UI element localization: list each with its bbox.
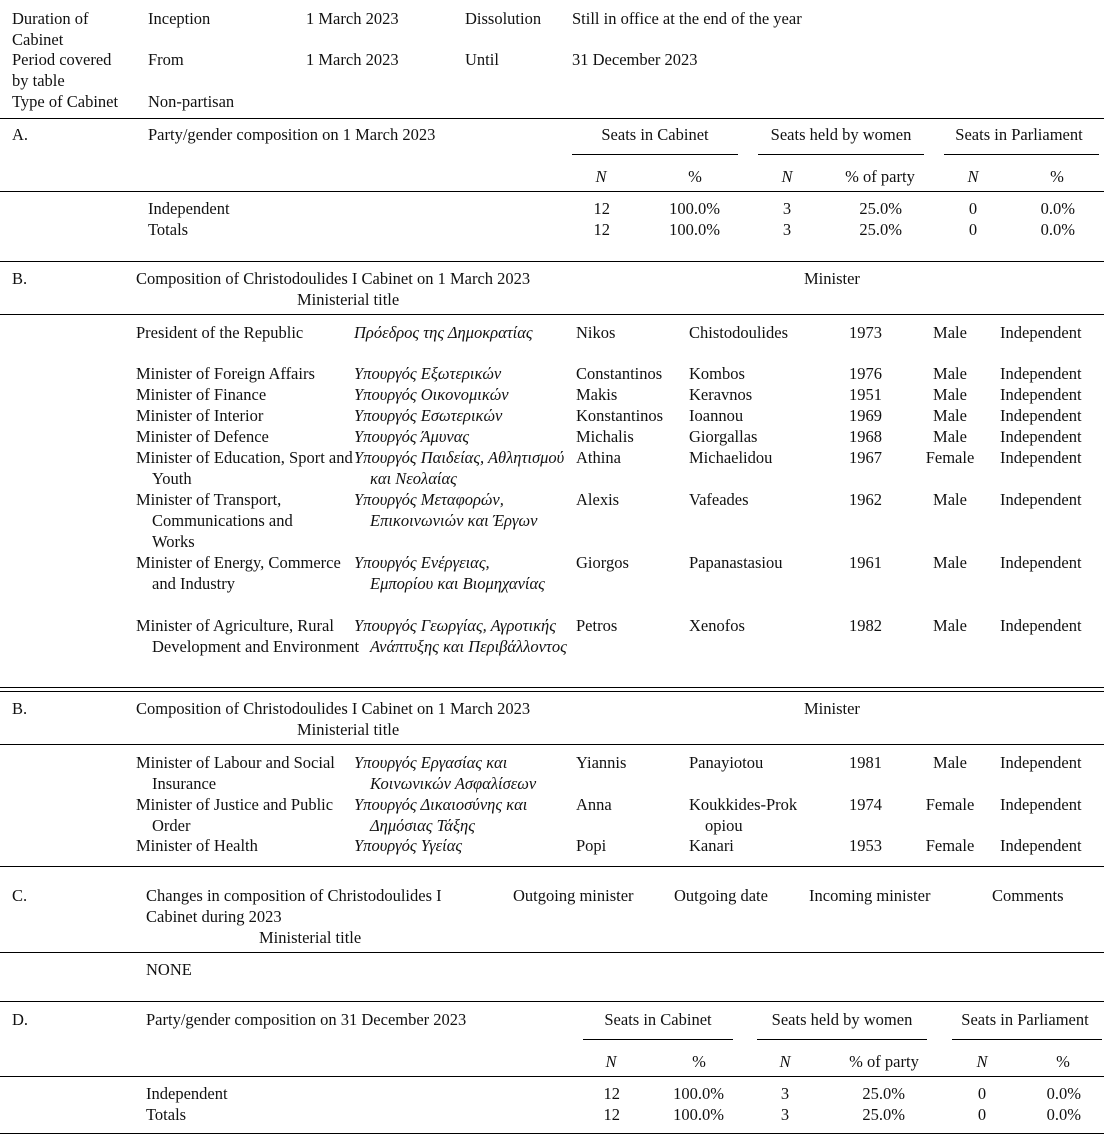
section-a-col-parl-n: N <box>967 167 979 186</box>
from-label: From <box>148 50 184 69</box>
duration-label: Duration of Cabinet <box>12 9 89 49</box>
minister-title: Minister of Interior <box>136 406 264 425</box>
rule-section-b-head <box>0 314 1104 315</box>
minister-first-name: Constantinos <box>576 364 663 383</box>
type-label: Type of Cabinet <box>12 92 119 111</box>
section-d-cabinet-underline <box>583 1039 733 1040</box>
minister-party: Independent <box>1000 795 1082 814</box>
section-d-totals-wom-n: 3 <box>780 1105 790 1124</box>
minister-first-name: Petros <box>576 616 618 635</box>
minister-birth-year: 1951 <box>849 385 882 404</box>
section-a-women-underline <box>758 154 924 155</box>
section-d-col-cab-n: N <box>605 1052 617 1071</box>
section-d-women-underline <box>757 1039 927 1040</box>
section-b-title: Composition of Christodoulides I Cabinet on 1 March 2023 <box>136 269 531 288</box>
section-d-parl-n: 0 <box>977 1084 987 1103</box>
section-a-parl-pct: 0.0% <box>1040 199 1075 218</box>
minister-title-greek: Υπουργός Οικονομικών <box>354 385 509 404</box>
minister-gender: Male <box>933 753 967 772</box>
section-d-col-wom-pct: % of party <box>849 1052 919 1071</box>
minister-last-name: Panayiotou <box>689 753 764 772</box>
minister-title: Minister of Labour and Social Insurance <box>136 753 335 793</box>
section-c-none: NONE <box>146 960 192 979</box>
minister-first-name: Konstantinos <box>576 406 664 425</box>
section-c-outgoing-minister: Outgoing minister <box>513 886 634 905</box>
minister-gender: Female <box>925 795 975 814</box>
minister-gender: Male <box>933 490 967 509</box>
minister-title-greek: Υπουργός Εσωτερικών <box>354 406 503 425</box>
minister-first-name: Athina <box>576 448 621 467</box>
minister-birth-year: 1967 <box>849 448 882 467</box>
minister-last-name: Keravnos <box>689 385 753 404</box>
minister-party: Independent <box>1000 427 1082 446</box>
section-c-title: Changes in composition of Christodoulides I Cabinet during 2023 <box>146 886 442 926</box>
minister-birth-year: 1968 <box>849 427 882 446</box>
minister-first-name: Anna <box>576 795 612 814</box>
minister-last-name: Papanastasiou <box>689 553 783 572</box>
section-d-col-cab-pct: % <box>692 1052 706 1071</box>
minister-title-greek: Υπουργός Γεωργίας, Αγροτικής Ανάπτυξης και Περιβάλλοντος <box>354 616 567 656</box>
minister-last-name: Vafeades <box>689 490 749 509</box>
section-a-col-cab-pct: % <box>688 167 702 186</box>
minister-title: Minister of Energy, Commerce and Industry <box>136 553 341 593</box>
minister-title: Minister of Foreign Affairs <box>136 364 315 383</box>
minister-party: Independent <box>1000 553 1082 572</box>
minister-last-name: Kanari <box>689 836 734 855</box>
period-label: Period covered by table <box>12 50 112 90</box>
from-value: 1 March 2023 <box>306 50 399 69</box>
minister-last-name: Michaelidou <box>689 448 773 467</box>
dissolution-value: Still in office at the end of the year <box>572 9 802 28</box>
section-a-totals-cab-pct: 100.0% <box>669 220 720 239</box>
minister-party: Independent <box>1000 836 1082 855</box>
section-c-outgoing-date: Outgoing date <box>674 886 768 905</box>
section-c-letter: C. <box>12 886 28 905</box>
minister-party: Independent <box>1000 616 1082 635</box>
minister-first-name: Popi <box>576 836 607 855</box>
minister-last-name: Ioannou <box>689 406 744 425</box>
section-d-col-wom-n: N <box>779 1052 791 1071</box>
section-d-parl-pct: 0.0% <box>1046 1084 1081 1103</box>
section-b-cont-letter: B. <box>12 699 28 718</box>
rule-header-bottom <box>0 118 1104 119</box>
section-a-totals: Totals <box>148 220 189 239</box>
minister-gender: Female <box>925 448 975 467</box>
section-d-party: Independent <box>146 1084 228 1103</box>
minister-title: President of the Republic <box>136 323 304 342</box>
section-a-party: Independent <box>148 199 230 218</box>
minister-party: Independent <box>1000 323 1082 342</box>
minister-gender: Male <box>933 553 967 572</box>
section-c-ministerial-title-header: Ministerial title <box>259 928 362 947</box>
minister-birth-year: 1976 <box>849 364 882 383</box>
minister-party: Independent <box>1000 753 1082 772</box>
until-label: Until <box>465 50 499 69</box>
minister-title: Minister of Transport, Communications and Works <box>136 490 293 551</box>
minister-gender: Male <box>933 616 967 635</box>
rule-section-a-bottom <box>0 261 1104 262</box>
dissolution-label: Dissolution <box>465 9 542 28</box>
minister-title-greek: Υπουργός Δικαιοσύνης και Δημόσιας Τάξης <box>354 795 528 835</box>
type-value: Non-partisan <box>148 92 235 111</box>
minister-gender: Female <box>925 836 975 855</box>
rule-section-b-page-break-1 <box>0 687 1104 688</box>
minister-gender: Male <box>933 385 967 404</box>
minister-title: Minister of Defence <box>136 427 269 446</box>
minister-party: Independent <box>1000 385 1082 404</box>
minister-birth-year: 1962 <box>849 490 882 509</box>
section-d-totals-cab-pct: 100.0% <box>673 1105 724 1124</box>
section-a-totals-cab-n: 12 <box>593 220 610 239</box>
minister-title-greek: Υπουργός Ενέργειας, Εμπορίου και Βιομηχανίας <box>354 553 545 593</box>
minister-first-name: Michalis <box>576 427 634 446</box>
rule-section-c-head <box>0 952 1104 953</box>
section-d-group-cabinet: Seats in Cabinet <box>604 1010 712 1029</box>
section-d-letter: D. <box>12 1010 29 1029</box>
minister-party: Independent <box>1000 448 1082 467</box>
minister-party: Independent <box>1000 406 1082 425</box>
minister-party: Independent <box>1000 364 1082 383</box>
minister-title-greek: Υπουργός Εργασίας και Κοινωνικών Ασφαλίσεων <box>354 753 537 793</box>
minister-last-name: Kombos <box>689 364 745 383</box>
rule-section-b-cont-head <box>0 744 1104 745</box>
section-b-minister-header: Minister <box>804 269 860 288</box>
rule-section-b-cont-bottom <box>0 866 1104 867</box>
minister-title-greek: Υπουργός Εξωτερικών <box>354 364 502 383</box>
until-value: 31 December 2023 <box>572 50 698 69</box>
section-d-totals-parl-pct: 0.0% <box>1046 1105 1081 1124</box>
section-a-totals-parl-n: 0 <box>968 220 978 239</box>
inception-label: Inception <box>148 9 211 28</box>
minister-gender: Male <box>933 427 967 446</box>
section-d-cab-pct: 100.0% <box>673 1084 724 1103</box>
minister-title-greek: Πρόεδρος της Δημοκρατίας <box>354 323 533 342</box>
section-a-parl-n: 0 <box>968 199 978 218</box>
section-d-totals-cab-n: 12 <box>603 1105 620 1124</box>
section-a-totals-wom-n: 3 <box>782 220 792 239</box>
section-d-group-parliament: Seats in Parliament <box>961 1010 1089 1029</box>
minister-title-greek: Υπουργός Άμυνας <box>354 427 470 446</box>
inception-value: 1 March 2023 <box>306 9 399 28</box>
minister-birth-year: 1973 <box>849 323 882 342</box>
minister-gender: Male <box>933 364 967 383</box>
section-a-col-wom-pct: % of party <box>845 167 915 186</box>
section-b-cont-ministerial-title-header: Ministerial title <box>297 720 400 739</box>
minister-first-name: Makis <box>576 385 618 404</box>
minister-first-name: Yiannis <box>576 753 627 772</box>
rule-section-d-bottom <box>0 1133 1104 1134</box>
rule-section-d-head <box>0 1076 1104 1077</box>
section-b-cont-title: Composition of Christodoulides I Cabinet on 1 March 2023 <box>136 699 531 718</box>
section-b-cont-minister-header: Minister <box>804 699 860 718</box>
section-d-group-women: Seats held by women <box>771 1010 913 1029</box>
minister-birth-year: 1981 <box>849 753 882 772</box>
section-a-col-wom-n: N <box>781 167 793 186</box>
section-a-cab-n: 12 <box>593 199 610 218</box>
section-b-letter: B. <box>12 269 28 288</box>
section-d-col-parl-n: N <box>976 1052 988 1071</box>
section-a-group-parliament: Seats in Parliament <box>955 125 1083 144</box>
minister-last-name: Xenofos <box>689 616 745 635</box>
section-a-cabinet-underline <box>572 154 738 155</box>
section-d-parliament-underline <box>952 1039 1102 1040</box>
section-a-totals-wom-pct: 25.0% <box>859 220 902 239</box>
minister-title-greek: Υπουργός Παιδείας, Αθλητισμού και Νεολαίας <box>354 448 565 488</box>
section-c-comments: Comments <box>992 886 1064 905</box>
minister-gender: Male <box>933 406 967 425</box>
section-a-title: Party/gender composition on 1 March 2023 <box>148 125 436 144</box>
section-a-group-cabinet: Seats in Cabinet <box>601 125 709 144</box>
minister-first-name: Alexis <box>576 490 620 509</box>
section-a-parliament-underline <box>944 154 1099 155</box>
section-c-incoming-minister: Incoming minister <box>809 886 931 905</box>
minister-last-name: Giorgallas <box>689 427 758 446</box>
minister-title: Minister of Health <box>136 836 258 855</box>
minister-last-name: Chistodoulides <box>689 323 789 342</box>
section-a-col-parl-pct: % <box>1050 167 1064 186</box>
minister-birth-year: 1974 <box>849 795 882 814</box>
section-d-col-parl-pct: % <box>1056 1052 1070 1071</box>
minister-birth-year: 1969 <box>849 406 882 425</box>
section-d-wom-pct: 25.0% <box>862 1084 905 1103</box>
section-d-totals-wom-pct: 25.0% <box>862 1105 905 1124</box>
section-a-wom-n: 3 <box>782 199 792 218</box>
section-a-wom-pct: 25.0% <box>859 199 902 218</box>
minister-title: Minister of Education, Sport and Youth <box>136 448 353 488</box>
section-d-title: Party/gender composition on 31 December 2023 <box>146 1010 467 1029</box>
minister-title: Minister of Agriculture, Rural Development and Environment <box>136 616 360 656</box>
section-d-totals: Totals <box>146 1105 187 1124</box>
minister-party: Independent <box>1000 490 1082 509</box>
rule-section-b-page-break-2 <box>0 691 1104 692</box>
minister-gender: Male <box>933 323 967 342</box>
section-a-totals-parl-pct: 0.0% <box>1040 220 1075 239</box>
minister-title-greek: Υπουργός Μεταφορών, Επικοινωνιών και Έργων <box>354 490 538 530</box>
section-a-col-cab-n: N <box>595 167 607 186</box>
minister-title: Minister of Finance <box>136 385 267 404</box>
minister-last-name: Koukkides-Prokopiou <box>689 795 798 835</box>
minister-birth-year: 1961 <box>849 553 882 572</box>
section-a-letter: A. <box>12 125 29 144</box>
section-d-totals-parl-n: 0 <box>977 1105 987 1124</box>
minister-birth-year: 1982 <box>849 616 882 635</box>
section-d-cab-n: 12 <box>603 1084 620 1103</box>
section-b-ministerial-title-header: Ministerial title <box>297 290 400 309</box>
minister-title-greek: Υπουργός Υγείας <box>354 836 463 855</box>
section-d-wom-n: 3 <box>780 1084 790 1103</box>
minister-birth-year: 1953 <box>849 836 882 855</box>
section-a-group-women: Seats held by women <box>770 125 912 144</box>
minister-first-name: Giorgos <box>576 553 629 572</box>
minister-first-name: Nikos <box>576 323 616 342</box>
section-a-cab-pct: 100.0% <box>669 199 720 218</box>
rule-section-a-head <box>0 191 1104 192</box>
minister-title: Minister of Justice and Public Order <box>136 795 334 835</box>
rule-section-c-bottom <box>0 1001 1104 1002</box>
